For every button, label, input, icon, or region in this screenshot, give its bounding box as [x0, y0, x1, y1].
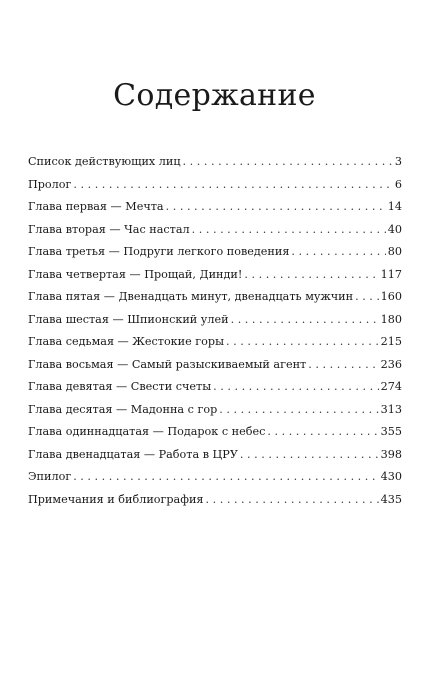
toc-entry-title: Глава пятая — Двенадцать минут, двенадцать мужчин: [28, 290, 354, 303]
toc-entry: [28, 196, 402, 219]
toc-entry-title: Глава первая — Мечта: [28, 200, 164, 213]
toc-entry: [28, 241, 402, 264]
toc-page-number: 117: [380, 267, 402, 281]
toc-page-number: 355: [380, 425, 402, 438]
toc-page-number: 274: [380, 380, 402, 393]
toc-entry: [28, 444, 402, 467]
toc-page-number: 215: [380, 335, 402, 348]
toc-entry: [28, 376, 402, 399]
dot-leader: [231, 309, 379, 332]
dot-leader: [206, 489, 379, 512]
toc-entry-title: Глава одиннадцатая — Подарок с небес: [28, 425, 266, 438]
toc-entry: [28, 174, 402, 197]
toc-page-number: 236: [380, 357, 402, 371]
toc-page-number: 6: [394, 177, 402, 191]
toc-entry-title: Список действующих лиц: [28, 155, 181, 168]
toc-entry-title: Глава шестая — Шпионский улей: [28, 312, 229, 326]
toc-entry: [28, 219, 402, 242]
dot-leader: [183, 151, 393, 174]
toc-entry: [28, 399, 402, 422]
toc-page-number: 398: [380, 447, 402, 461]
dot-leader: [73, 466, 378, 489]
toc-entry-title: Глава четвертая — Прощай, Динди!: [28, 267, 243, 281]
dot-leader: [240, 444, 379, 467]
toc-page-number: 435: [380, 492, 402, 506]
dot-leader: [355, 286, 379, 309]
toc-entry-title: Глава девятая — Свести счеты: [28, 380, 212, 393]
toc-page-number: 14: [387, 200, 402, 213]
dot-leader: [244, 264, 378, 287]
dot-leader: [219, 399, 378, 422]
toc-entry-title: Глава двенадцатая — Работа в ЦРУ: [28, 447, 238, 461]
page-title: Содержание: [113, 78, 316, 113]
toc-entry-title: Пролог: [28, 177, 72, 191]
toc-entry: [28, 354, 402, 377]
dot-leader: [213, 376, 379, 399]
toc-entry-title: Глава десятая — Мадонна с гор: [28, 402, 218, 416]
dot-leader: [73, 174, 393, 197]
toc-page-number: 180: [380, 312, 402, 326]
dot-leader: [192, 219, 386, 242]
toc-entry: [28, 286, 402, 309]
dot-leader: [291, 241, 385, 264]
toc-page-number: 430: [380, 470, 402, 483]
dot-leader: [308, 354, 378, 377]
toc-entry: [28, 151, 402, 174]
toc-page-number: 40: [387, 222, 402, 236]
toc-entry-title: Глава восьмая — Самый разыскиваемый агент: [28, 357, 307, 371]
toc-entry-title: Глава седьмая — Жестокие горы: [28, 335, 224, 348]
toc-page-number: 3: [394, 155, 402, 168]
toc-entry-title: Глава третья — Подруги легкого поведения: [28, 245, 290, 258]
toc-entry: [28, 309, 402, 332]
toc-entry-title: Примечания и библиография: [28, 492, 204, 506]
toc-entry-title: Глава вторая — Час настал: [28, 222, 190, 236]
toc-entry: [28, 264, 402, 287]
dot-leader: [226, 331, 379, 354]
toc-entry: [28, 421, 402, 444]
toc-entry: [28, 466, 402, 489]
dot-leader: [166, 196, 386, 219]
toc-page-number: 80: [387, 245, 402, 258]
toc-entry: [28, 331, 402, 354]
toc-entry: [28, 489, 402, 512]
toc-entry-title: Эпилог: [28, 470, 72, 483]
table-of-contents: [28, 151, 402, 511]
toc-page-number: 160: [380, 290, 402, 303]
toc-page-number: 313: [380, 402, 402, 416]
dot-leader: [267, 421, 378, 444]
